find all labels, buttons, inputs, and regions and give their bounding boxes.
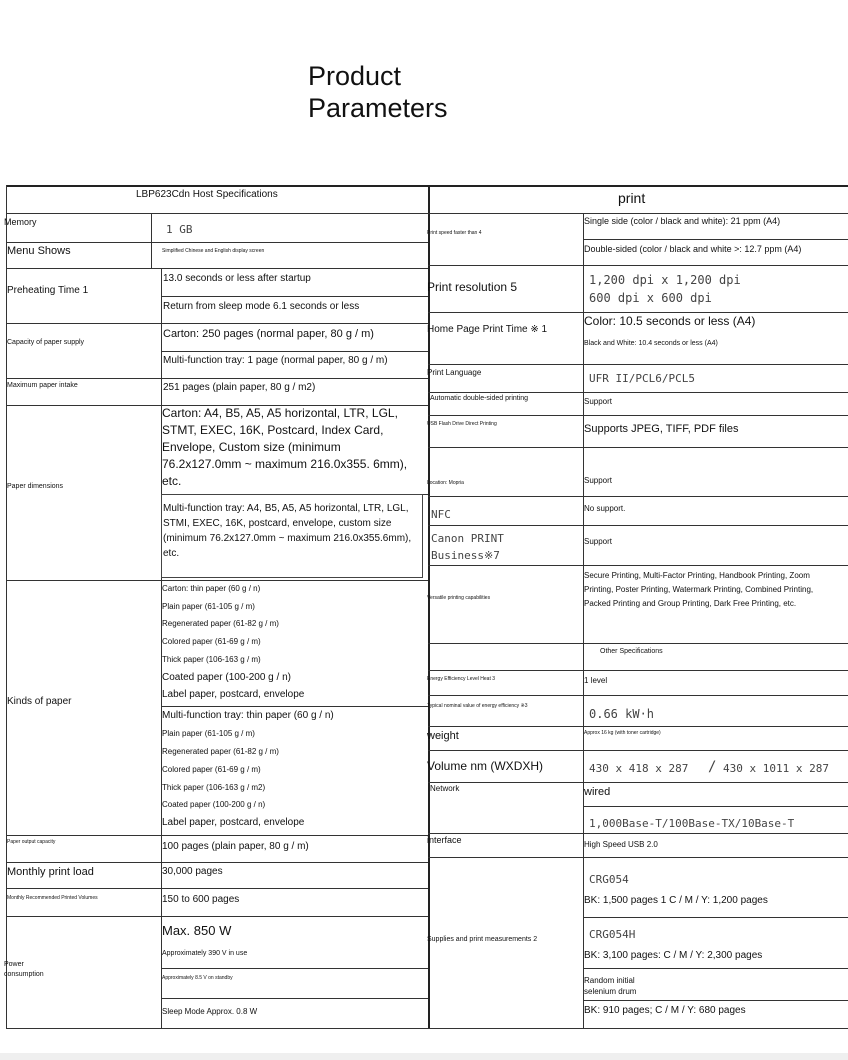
nfc-label: NFC (431, 508, 451, 521)
power-value-3: Approximately 8.5 V on standby (162, 975, 233, 981)
home-print-label: Home Page Print Time ※ 1 (427, 324, 548, 335)
list-item: Label paper, postcard, envelope (162, 817, 305, 828)
menu-value: Simplified Chinese and English display screen (162, 248, 265, 254)
capacity-value-1: Carton: 250 pages (normal paper, 80 g / m) (163, 328, 374, 340)
monthly-label: Monthly print load (7, 866, 94, 878)
dimensions-value-2: Multi-function tray: A4, B5, A5, A5 horizontal, LTR, LGL, STMI, EXEC, 16K, postcard, envelope, custom size (minimum 76.2x127.0mm ~ maximum 216.0x355.6mm), etc. (163, 503, 412, 559)
list-item: Thick paper (106-163 g / m) (162, 655, 261, 664)
weight-label: weight (427, 730, 459, 742)
list-item: Coated paper (100-200 g / n) (162, 672, 291, 683)
power-value-1: Max. 850 W (162, 923, 232, 938)
other-specs-header: Other Specifications (600, 648, 663, 655)
power-value-2: Approximately 390 V in use (162, 950, 248, 957)
typical-value: 0.66 kW·h (589, 707, 655, 721)
power-label: Power consumption (4, 961, 44, 978)
list-item: Thick paper (106-163 g / m2) (162, 783, 266, 792)
list-item: Multi-function tray: thin paper (60 g / n) (162, 710, 334, 721)
duplex-value: Support (584, 397, 613, 406)
crg054-label: CRG054 (589, 873, 629, 886)
resolution-label: Print resolution 5 (427, 280, 518, 294)
canon-print-label-1: Canon PRINT (431, 532, 504, 545)
preheat-value-2: Return from sleep mode 6.1 seconds or less (163, 301, 360, 312)
memory-label: Memory (4, 217, 37, 227)
canon-print-label-2: Business※7 (431, 549, 500, 562)
recommended-label: Monthly Recommended Printed Volumes (7, 895, 98, 901)
list-item: Plain paper (61-105 g / m) (162, 729, 255, 738)
network-value: wired (584, 786, 611, 798)
crg054h-label: CRG054H (589, 928, 636, 941)
list-item: Carton: thin paper (60 g / n) (162, 584, 261, 593)
mopria-label: Location: Mopria (427, 480, 464, 486)
versatile-value: Secure Printing, Multi-Factor Printing, Handbook Printing, Zoom Printing, Poster Printing, Watermark Printing, Combined Printing, Packed Printing and Group Printing, Dark Free Printing, etc. (584, 571, 814, 608)
output-label: Paper output capacity (7, 839, 56, 845)
preheat-label: Preheating Time 1 (7, 285, 89, 296)
list-item: Plain paper (61-105 g / m) (162, 602, 255, 611)
table-left-border (6, 185, 7, 1029)
page-title-line-2: Parameters (308, 93, 448, 123)
energy-label: Energy Efficiency Level Heat 3 (427, 676, 496, 682)
nfc-value: No support. (584, 504, 626, 513)
list-item: Label paper, postcard, envelope (162, 689, 305, 700)
usb-value: Supports JPEG, TIFF, PDF files (584, 423, 739, 435)
drum-label: Random initial selenium drum (584, 976, 637, 996)
spec-table (6, 185, 848, 1029)
monthly-value: 30,000 pages (162, 866, 223, 877)
usb-label: USB Flash Drive Direct Printing (427, 421, 497, 427)
resolution-value-2: 600 dpi x 600 dpi (589, 291, 712, 305)
home-print-value-1: Color: 10.5 seconds or less (A4) (584, 314, 756, 328)
list-item: Colored paper (61-69 g / m) (162, 765, 261, 774)
network-label: Network (430, 784, 460, 793)
output-value: 100 pages (plain paper, 80 g / m) (162, 841, 309, 852)
list-item: Regenerated paper (61-82 g / m) (162, 747, 279, 756)
typical-label: Typical nominal value of energy efficiency ※3 (427, 703, 528, 709)
volume-value-separator: / (708, 759, 717, 775)
duplex-label: Automatic double-sided printing (430, 395, 529, 402)
dimensions-value-1: Carton: A4, B5, A5, A5 horizontal, LTR, LGL, STMT, EXEC, 16K, Postcard, Index Card, Envelope, Custom size (minimum 76.2x127.0mm ~ maximum 216.0x355. 6mm), etc. (162, 406, 408, 488)
kinds-label: Kinds of paper (7, 696, 72, 707)
resolution-value-1: 1,200 dpi x 1,200 dpi (589, 273, 741, 287)
speed-value-2: Double-sided (color / black and white >: 12.7 ppm (A4) (584, 244, 802, 254)
table-top-border (6, 185, 848, 187)
right-header: print (618, 190, 646, 206)
interface-value: High Speed USB 2.0 (584, 840, 658, 849)
memory-value: 1 GB (166, 223, 193, 236)
speed-value-1: Single side (color / black and white): 21 ppm (A4) (584, 216, 781, 226)
list-item: Colored paper (61-69 g / m) (162, 637, 261, 646)
intake-label: Maximum paper intake (7, 382, 78, 389)
weight-value: Approx 16 kg (with toner cartridge) (584, 730, 661, 736)
intake-value: 251 pages (plain paper, 80 g / m2) (163, 382, 316, 393)
crg054-value: BK: 1,500 pages 1 C / M / Y: 1,200 pages (584, 895, 768, 906)
supplies-label: Supplies and print measurements 2 (427, 936, 538, 943)
power-value-4: Sleep Mode Approx. 0.8 W (162, 1007, 258, 1016)
dimensions-label: Paper dimensions (7, 483, 64, 490)
capacity-label: Capacity of paper supply (7, 339, 85, 346)
preheat-value-1: 13.0 seconds or less after startup (163, 273, 311, 284)
energy-value: 1 level (584, 676, 608, 685)
canon-print-value: Support (584, 537, 613, 546)
list-item: Coated paper (100-200 g / n) (162, 800, 266, 809)
recommended-value: 150 to 600 pages (162, 894, 240, 905)
list-item: Regenerated paper (61-82 g / m) (162, 619, 279, 628)
language-label: Print Language (427, 368, 482, 377)
page-footer-band (0, 1053, 848, 1060)
capacity-value-2: Multi-function tray: 1 page (normal paper, 80 g / m) (163, 355, 388, 366)
home-print-value-2: Black and White: 10.4 seconds or less (A4) (584, 340, 718, 347)
crg054h-value: BK: 3,100 pages: C / M / Y: 2,300 pages (584, 950, 763, 961)
page-title-line-1: Product (308, 61, 402, 91)
drum-value: BK: 910 pages; C / M / Y: 680 pages (584, 1005, 746, 1016)
interface-label: interface (427, 835, 462, 845)
speed-label: Print speed faster than 4 (427, 230, 482, 236)
volume-label: Volume nm (WXDXH) (427, 759, 544, 773)
left-header: LBP623Cdn Host Specifications (136, 189, 278, 200)
network-spec: 1,000Base-T/100Base-TX/10Base-T (589, 817, 795, 830)
volume-value-a: 430 x 418 x 287 (589, 762, 689, 775)
menu-label: Menu Shows (7, 245, 71, 257)
language-value: UFR II/PCL6/PCL5 (589, 372, 695, 385)
volume-value-c: 430 x 1011 x 287 (723, 762, 829, 775)
mopria-value: Support (584, 476, 613, 485)
versatile-label: Versatile printing capabilities (427, 595, 491, 601)
